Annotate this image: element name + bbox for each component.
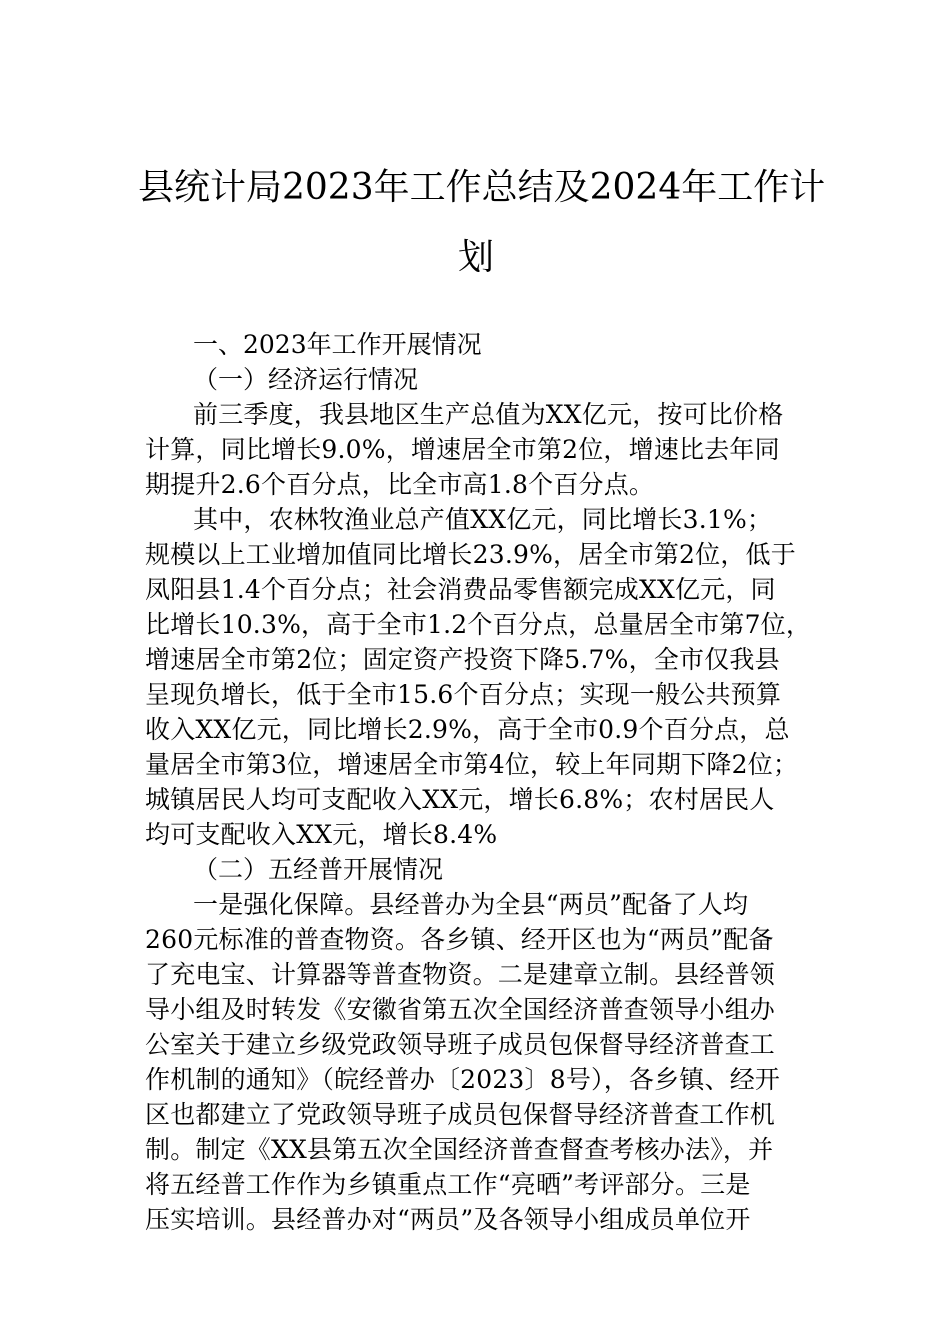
paragraph-2-line-4: 比增长10.3%，高于全市1.2个百分点，总量居全市第7位， [145, 610, 812, 639]
paragraph-2-line-7: 收入XX亿元，同比增长2.9%，高于全市0.9个百分点，总 [145, 715, 790, 744]
paragraph-3-line-3: 了充电宝、计算器等普查物资。二是建章立制。县经普领 [145, 960, 776, 989]
paragraph-1-line-3: 期提升2.6个百分点，比全市高1.8个百分点。 [145, 470, 655, 499]
paragraph-3-line-4: 导小组及时转发《安徽省第五次全国经济普查领导小组办 [145, 995, 776, 1024]
document-title-line-2: 划 [457, 237, 494, 278]
paragraph-3-line-1: 一是强化保障。县经普办为全县“两员”配备了人均 [193, 890, 749, 919]
subsection-2-heading: （二）五经普开展情况 [193, 855, 444, 884]
paragraph-3-line-7: 区也都建立了党政领导班子成员包保督导经济普查工作机 [145, 1100, 776, 1129]
paragraph-2-line-6: 呈现负增长，低于全市15.6个百分点；实现一般公共预算 [145, 680, 782, 709]
paragraph-3-line-2: 260元标准的普查物资。各乡镇、经开区也为“两员”配备 [145, 925, 774, 954]
paragraph-3-line-9: 将五经普工作作为乡镇重点工作“亮晒”考评部分。三是 [145, 1170, 751, 1199]
subsection-1-heading: （一）经济运行情况 [193, 365, 419, 394]
paragraph-1-line-2: 计算，同比增长9.0%，增速居全市第2位，增速比去年同 [145, 435, 780, 464]
paragraph-2-line-8: 量居全市第3位，增速居全市第4位，较上年同期下降2位； [145, 750, 799, 779]
paragraph-3-line-8: 制。制定《XX县第五次全国经济普查督查考核办法》，并 [145, 1135, 774, 1164]
paragraph-2-line-2: 规模以上工业增加值同比增长23.9%，居全市第2位，低于 [145, 540, 796, 569]
paragraph-1-line-1: 前三季度，我县地区生产总值为XX亿元，按可比价格 [193, 400, 784, 429]
paragraph-3-line-10: 压实培训。县经普办对“两员”及各领导小组成员单位开 [145, 1205, 751, 1234]
document-title-line-1: 县统计局2023年工作总结及2024年工作计 [138, 167, 826, 208]
paragraph-2-line-5: 增速居全市第2位；固定资产投资下降5.7%，全市仅我县 [145, 645, 780, 674]
paragraph-2-line-9: 城镇居民人均可支配收入XX元，增长6.8%；农村居民人 [145, 785, 775, 814]
paragraph-2-line-1: 其中，农林牧渔业总产值XX亿元，同比增长3.1%； [193, 505, 773, 534]
paragraph-2-line-10: 均可支配收入XX元，增长8.4% [145, 820, 498, 849]
paragraph-3-line-6: 作机制的通知》（皖经普办〔2023〕8号），各乡镇、经开 [145, 1065, 781, 1094]
paragraph-2-line-3: 凤阳县1.4个百分点；社会消费品零售额完成XX亿元，同 [145, 575, 776, 604]
paragraph-3-line-5: 公室关于建立乡级党政领导班子成员包保督导经济普查工 [145, 1030, 776, 1059]
section-1-heading: 一、2023年工作开展情况 [193, 330, 482, 359]
